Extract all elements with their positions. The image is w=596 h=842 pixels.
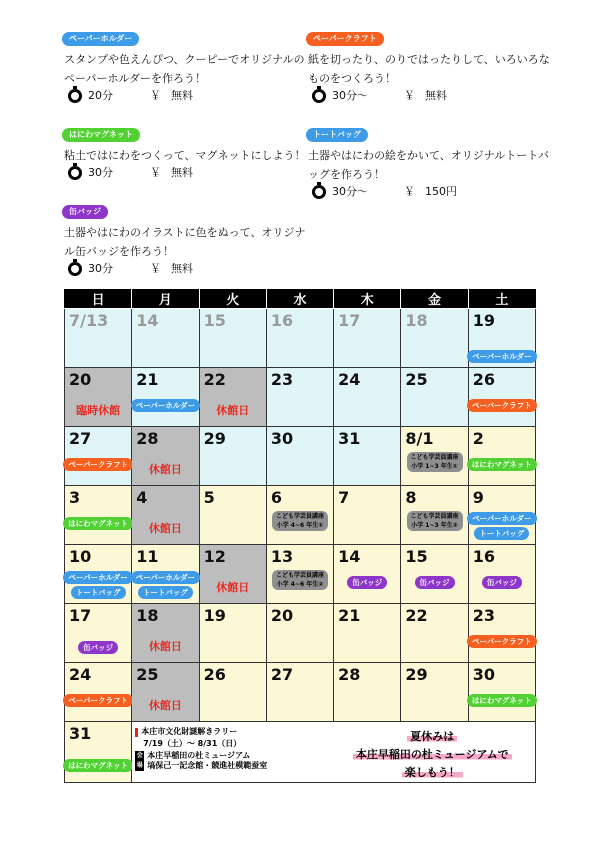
calendar-day <box>334 663 401 722</box>
calendar-week <box>65 368 536 427</box>
calendar-week <box>65 663 536 722</box>
rally-marker <box>135 728 138 737</box>
calendar-day <box>199 427 266 486</box>
stopwatch-icon <box>68 166 82 180</box>
activity-description: 粘土ではにわをつくって、マグネットにしよう！ <box>64 149 306 162</box>
event-can-badge: 缶バッジ <box>347 576 387 589</box>
activity-price: 無料 <box>425 89 447 102</box>
activity-can-badge <box>62 199 312 277</box>
calendar-day <box>132 368 199 427</box>
closed-day-label: 休館日 <box>148 699 182 712</box>
day-number: 21 <box>136 370 159 389</box>
event-paper-holder: ペーパーホルダー <box>131 399 200 412</box>
calendar-day <box>401 309 468 368</box>
closed-day-label: 休館日 <box>148 640 182 653</box>
day-number: 27 <box>270 665 294 684</box>
calendar-day <box>199 309 266 368</box>
activity-paper-holder <box>62 26 312 104</box>
calendar-week <box>65 309 536 368</box>
calendar-day <box>334 309 401 368</box>
calendar-day <box>468 309 535 368</box>
activity-price: 無料 <box>171 89 193 102</box>
event-paper-holder: ペーパーホルダー <box>63 571 132 584</box>
school-program-title: こども学芸員講座 <box>275 572 324 579</box>
calendar-day <box>468 427 535 486</box>
day-number: 16 <box>270 311 294 330</box>
calendar-day <box>334 604 401 663</box>
activity-time: 20分 <box>88 89 113 102</box>
calendar-day <box>401 604 468 663</box>
day-number: 14 <box>136 311 159 330</box>
activity-meta <box>62 165 312 181</box>
day-number: 23 <box>472 606 495 625</box>
day-number: 4 <box>136 488 148 507</box>
day-number: 30 <box>270 429 294 448</box>
stopwatch-icon <box>68 262 82 276</box>
activity-time: 30分 <box>88 262 113 275</box>
event-can-badge: 缶バッジ <box>415 576 455 589</box>
paper-holder-tag: ペーパーホルダー <box>62 32 139 46</box>
day-number: 11 <box>136 547 159 566</box>
closed-day-label: 休館日 <box>216 581 250 594</box>
school-program-title: こども学芸員講座 <box>410 513 459 520</box>
day-number: 17 <box>338 311 361 330</box>
yen-sign: ￥ <box>404 89 415 102</box>
day-number: 25 <box>136 665 159 684</box>
stopwatch-icon <box>312 89 326 103</box>
day-number: 20 <box>270 606 294 625</box>
closed-day-label: 休館日 <box>216 404 250 417</box>
stopwatch-icon <box>68 89 82 103</box>
calendar-day <box>468 368 535 427</box>
rally-venue <box>135 751 267 771</box>
activity-time: 30分～ <box>332 89 368 102</box>
rally-dates: 7/19（土）～ 8/31（日） <box>143 739 242 748</box>
calendar-day <box>334 486 401 545</box>
day-number: 21 <box>338 606 361 625</box>
day-number: 9 <box>472 488 484 507</box>
day-number: 25 <box>405 370 428 389</box>
summer-message <box>337 728 527 782</box>
day-number: 12 <box>203 547 226 566</box>
day-number: 22 <box>405 606 428 625</box>
calendar-day <box>266 309 333 368</box>
calendar-day <box>132 663 199 722</box>
calendar-day <box>401 663 468 722</box>
day-number: 7 <box>338 488 350 507</box>
day-number: 8 <box>405 488 417 507</box>
day-number: 15 <box>203 311 226 330</box>
venue-mark: 会場 <box>136 752 143 769</box>
temporary-closure-label: 臨時休館 <box>76 404 121 417</box>
activity-meta <box>62 88 312 104</box>
school-program-badge <box>272 570 328 590</box>
calendar-day <box>401 545 468 604</box>
calendar-day <box>199 604 266 663</box>
weekday-wed: 水 <box>266 289 333 309</box>
day-number: 24 <box>69 665 92 684</box>
weekday-sun: 日 <box>65 289 132 309</box>
day-number: 3 <box>69 488 81 507</box>
stopwatch-icon <box>312 185 326 199</box>
event-tote-bag: トートバッグ <box>474 527 529 540</box>
event-haniwa-magnet: はにわマグネット <box>467 694 537 707</box>
day-number: 15 <box>405 547 428 566</box>
calendar-week <box>65 722 536 783</box>
day-number: 17 <box>69 606 92 625</box>
day-number: 23 <box>270 370 294 389</box>
activity-paper-craft <box>306 26 556 104</box>
day-number: 26 <box>203 665 226 684</box>
activity-price: 無料 <box>171 166 193 179</box>
calendar-day <box>266 604 333 663</box>
activity-meta <box>306 88 556 104</box>
event-can-badge: 缶バッジ <box>482 576 522 589</box>
summer-line-1: 夏休みは <box>407 730 457 743</box>
venue-hall: 塙保己一記念館・競進社模範蚕室 <box>147 761 268 770</box>
day-number: 31 <box>69 724 92 743</box>
day-number: 2 <box>472 429 484 448</box>
calendar-day <box>401 427 468 486</box>
calendar-day <box>199 486 266 545</box>
calendar-day <box>334 368 401 427</box>
event-paper-holder: ペーパーホルダー <box>467 350 536 363</box>
school-program-badge <box>272 511 328 531</box>
weekday-mon: 月 <box>132 289 199 309</box>
activity-time: 30分 <box>88 166 113 179</box>
school-program-grade: 小学 1~3 年生② <box>411 522 458 529</box>
event-paper-holder: ペーパーホルダー <box>467 512 536 525</box>
weekday-fri: 金 <box>401 289 468 309</box>
calendar-day <box>199 368 266 427</box>
day-number: 8/1 <box>405 429 434 448</box>
day-number: 6 <box>270 488 282 507</box>
event-paper-craft: ペーパークラフト <box>63 458 133 471</box>
day-number: 19 <box>472 311 495 330</box>
school-program-grade: 小学 1~3 年生① <box>411 463 458 470</box>
activity-meta <box>306 184 556 200</box>
day-number: 31 <box>338 429 361 448</box>
calendar-day <box>468 486 535 545</box>
day-number: 18 <box>405 311 428 330</box>
calendar-week <box>65 486 536 545</box>
event-tote-bag: トートバッグ <box>71 586 126 599</box>
calendar-day <box>468 545 535 604</box>
yen-sign: ￥ <box>150 166 161 179</box>
calendar-day <box>401 486 468 545</box>
day-number: 22 <box>203 370 226 389</box>
day-number: 28 <box>338 665 361 684</box>
calendar-day <box>65 368 132 427</box>
calendar-day <box>266 663 333 722</box>
day-number: 14 <box>338 547 361 566</box>
calendar-day <box>65 309 132 368</box>
calendar-week <box>65 545 536 604</box>
rally-title: 本庄市文化財謎解きラリー <box>141 727 238 736</box>
school-program-grade: 小学 4~6 年生② <box>276 581 324 588</box>
weekday-sat: 土 <box>468 289 535 309</box>
event-tote-bag: トートバッグ <box>138 586 193 599</box>
calendar-day <box>65 545 132 604</box>
weekday-tue: 火 <box>199 289 266 309</box>
day-number: 29 <box>405 665 428 684</box>
activity-description: 紙を切ったり、のりではったりして、いろいろなものをつくろう！ <box>308 53 550 85</box>
activity-price: 150円 <box>425 185 457 198</box>
summer-line-2: 本庄早稲田の杜ミュージアムで <box>353 748 512 761</box>
activity-haniwa-magnet <box>62 122 312 181</box>
calendar-day <box>65 663 132 722</box>
activity-time: 30分～ <box>332 185 368 198</box>
yen-sign: ￥ <box>404 185 415 198</box>
day-number: 10 <box>69 547 92 566</box>
calendar-week <box>65 427 536 486</box>
event-haniwa-magnet: はにわマグネット <box>63 517 133 530</box>
day-number: 28 <box>136 429 159 448</box>
event-haniwa-magnet: はにわマグネット <box>467 458 537 471</box>
rally-info <box>135 727 267 771</box>
calendar-day <box>266 427 333 486</box>
activity-description: 土器やはにわの絵をかいて、オリジナルトートバッグを作ろう！ <box>308 149 550 181</box>
event-paper-craft: ペーパークラフト <box>63 694 133 707</box>
summer-line-3: 楽しもう！ <box>402 766 463 779</box>
activity-description: 土器やはにわのイラストに色をぬって、オリジナル缶バッジを作ろう！ <box>64 226 306 258</box>
closed-day-label: 休館日 <box>148 463 182 476</box>
school-program-title: こども学芸員講座 <box>275 513 324 520</box>
event-haniwa-magnet: はにわマグネット <box>63 759 133 772</box>
haniwa-magnet-tag: はにわマグネット <box>62 128 140 142</box>
calendar-day <box>65 722 132 783</box>
calendar-day <box>65 486 132 545</box>
can-badge-tag: 缶バッジ <box>62 205 108 219</box>
day-number: 30 <box>472 665 495 684</box>
calendar-day <box>65 604 132 663</box>
paper-craft-tag: ペーパークラフト <box>306 32 384 46</box>
day-number: 26 <box>472 370 495 389</box>
calendar-day <box>468 663 535 722</box>
calendar-day <box>199 545 266 604</box>
day-number: 5 <box>203 488 215 507</box>
event-calendar <box>64 289 536 783</box>
calendar-day <box>401 368 468 427</box>
activity-description: スタンプや色えんぴつ、クーピーでオリジナルのペーパーホルダーを作ろう！ <box>64 53 305 85</box>
calendar-day <box>199 663 266 722</box>
day-number: 13 <box>270 547 294 566</box>
calendar-day <box>132 545 199 604</box>
calendar-day <box>334 545 401 604</box>
calendar-day <box>266 545 333 604</box>
calendar-day <box>132 427 199 486</box>
activity-meta <box>62 261 312 277</box>
day-number: 29 <box>203 429 226 448</box>
calendar-day <box>468 604 535 663</box>
calendar-day <box>266 368 333 427</box>
tote-bag-tag: トートバッグ <box>306 128 368 142</box>
day-number: 19 <box>203 606 226 625</box>
weekday-header <box>65 289 536 309</box>
venue-museum: 本庄早稲田の杜ミュージアム <box>147 751 251 760</box>
day-number: 27 <box>69 429 92 448</box>
school-program-badge <box>407 511 463 531</box>
school-program-grade: 小学 4~6 年生① <box>276 522 324 529</box>
event-paper-craft: ペーパークラフト <box>467 399 537 412</box>
event-paper-craft: ペーパークラフト <box>467 635 537 648</box>
calendar-day <box>132 604 199 663</box>
day-number: 18 <box>136 606 159 625</box>
calendar-day <box>132 309 199 368</box>
day-number: 16 <box>472 547 495 566</box>
calendar-week <box>65 604 536 663</box>
event-paper-holder: ペーパーホルダー <box>131 571 200 584</box>
calendar-day <box>65 427 132 486</box>
school-program-badge <box>407 452 463 472</box>
calendar-day <box>132 486 199 545</box>
day-number: 24 <box>338 370 361 389</box>
day-number: 20 <box>69 370 92 389</box>
activity-tote-bag <box>306 122 556 200</box>
info-footer <box>132 722 536 783</box>
activity-price: 無料 <box>171 262 193 275</box>
day-number: 7/13 <box>69 311 109 330</box>
school-program-title: こども学芸員講座 <box>410 454 459 461</box>
event-can-badge: 缶バッジ <box>78 641 118 654</box>
yen-sign: ￥ <box>150 262 161 275</box>
yen-sign: ￥ <box>150 89 161 102</box>
closed-day-label: 休館日 <box>148 522 182 535</box>
weekday-thu: 木 <box>334 289 401 309</box>
calendar-day <box>334 427 401 486</box>
calendar-day <box>266 486 333 545</box>
